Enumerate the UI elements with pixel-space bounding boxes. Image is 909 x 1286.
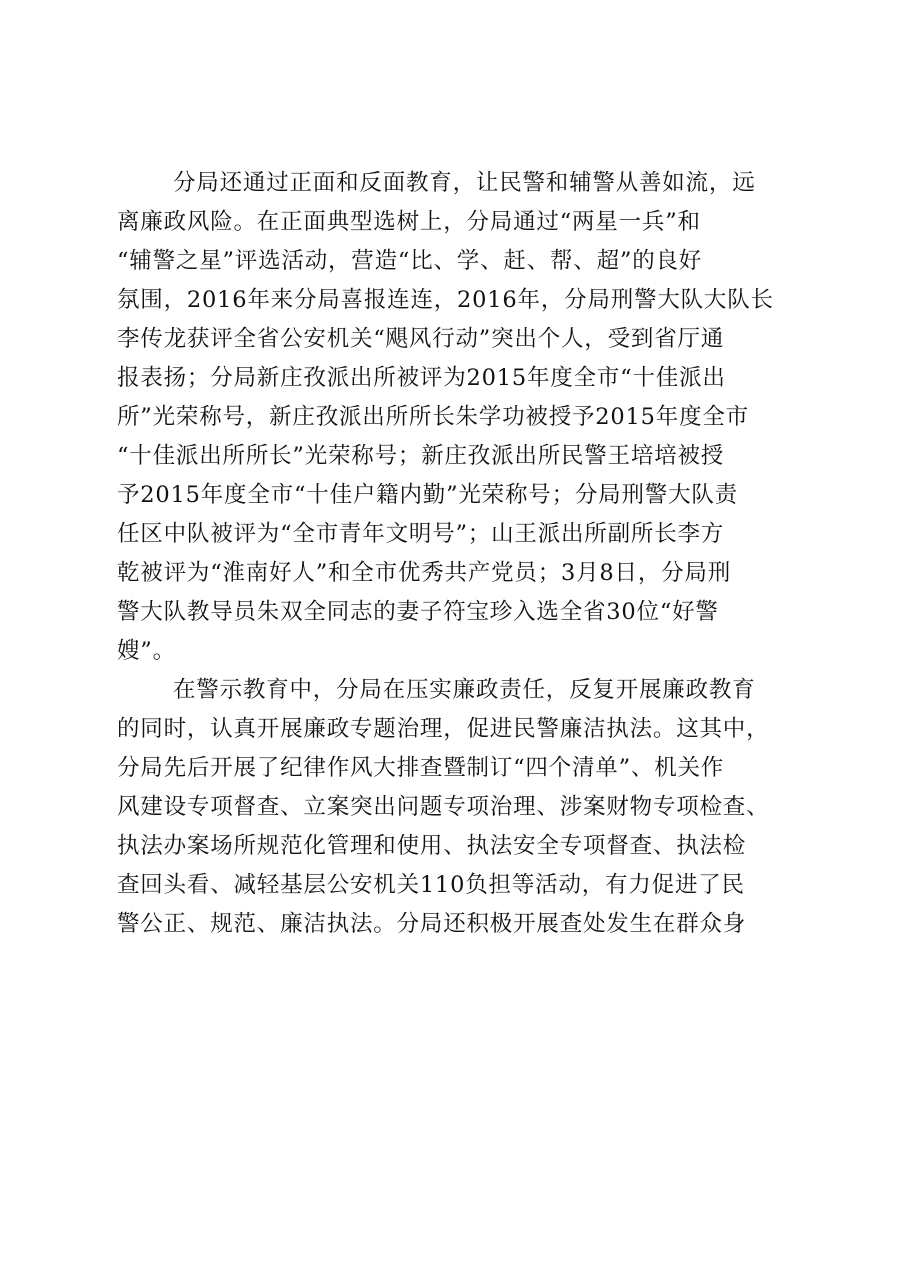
paragraph-1 <box>117 164 807 671</box>
paragraph-line: 的同时，认真开展廉政专题治理，促进民警廉洁执法。这其中， <box>117 716 770 742</box>
paragraph-line: 警大队教导员朱双全同志的妻子符宝珍入选全省30位“好警 <box>117 599 719 625</box>
paragraph-line: “十佳派出所所长”光荣称号；新庄孜派出所民警王培培被授 <box>117 443 725 469</box>
paragraph-line: 任区中队被评为“全市青年文明号”；山王派出所副所长李方 <box>117 521 725 547</box>
paragraph-line: 执法办案场所规范化管理和使用、执法安全专项督查、执法检 <box>117 833 747 859</box>
paragraph-line: 在警示教育中，分局在压实廉政责任，反复开展廉政教育 <box>173 677 756 703</box>
paragraph-line: “辅警之星”评选活动，营造“比、学、赶、帮、超”的良好 <box>117 248 703 274</box>
paragraph-line: 风建设专项督查、立案突出问题专项治理、涉案财物专项检查、 <box>117 794 770 820</box>
paragraph-line: 分局还通过正面和反面教育，让民警和辅警从善如流，远 <box>173 170 756 196</box>
paragraph-line: 氛围，2016年来分局喜报连连，2016年，分局刑警大队大队长 <box>117 287 774 313</box>
paragraph-line: 乾被评为“淮南好人”和全市优秀共产党员；3月8日，分局刑 <box>117 560 732 586</box>
paragraph-line: 分局先后开展了纪律作风大排查暨制订“四个清单”、机关作 <box>117 755 725 781</box>
paragraph-line: 予2015年度全市“十佳户籍内勤”光荣称号；分局刑警大队责 <box>117 482 738 508</box>
paragraph-line: 嫂”。 <box>117 638 176 664</box>
paragraph-line: 报表扬；分局新庄孜派出所被评为2015年度全市“十佳派出 <box>117 365 726 391</box>
paragraph-2 <box>117 671 807 944</box>
paragraph-line: 所”光荣称号，新庄孜派出所所长朱学功被授予2015年度全市 <box>117 404 749 430</box>
paragraph-line: 查回头看、减轻基层公安机关110负担等活动，有力促进了民 <box>117 872 745 898</box>
document-body <box>117 164 807 944</box>
paragraph-line: 警公正、规范、廉洁执法。分局还积极开展查处发生在群众身 <box>117 911 747 937</box>
paragraph-line: 李传龙获评全省公安机关“飓风行动”突出个人，受到省厅通 <box>117 326 725 352</box>
paragraph-line: 离廉政风险。在正面典型选树上，分局通过“两星一兵”和 <box>117 209 701 235</box>
